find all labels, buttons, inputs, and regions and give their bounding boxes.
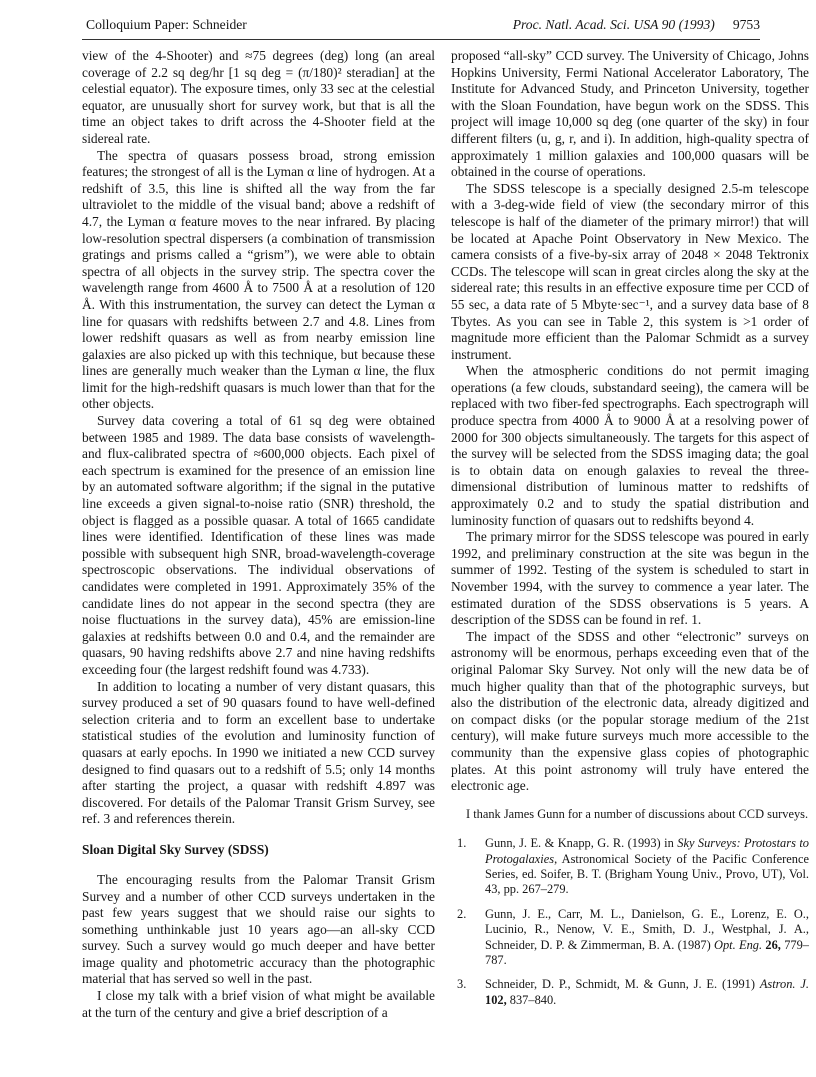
reference-journal: Astron. J.	[759, 977, 809, 992]
reference-item	[451, 907, 809, 969]
header-citation	[513, 12, 760, 38]
paragraph: Survey data covering a total of 61 sq deg were obtained between 1985 and 1989. The data base consists of wavelength- and flux-calibrated spectra of ≈600,000 objects. Each pixel of each spectrum is examined for the presence of an emission line by an automated software algorithm; if the signal in the putative line exceeds a given signal-to-noise ratio (SNR) threshold, the object is flagged as a possible quasar. A total of 1665 candidate lines were identified. Identification of these lines was made possible with subsequent high SNR, broad-wavelength-coverage spectroscopic observations. The individual observations of candidates were completed in 1991. Approximately 35% of the candidate lines do not appear in the second spectra (they are noise fluctuations in the survey data), 45% are emission-line galaxies at redshifts between 0.0 and 0.4, and the remainder are quasars, 90 having redshifts above 2.7 and nine having redshifts exceeding four (the largest redshift found was 4.733).	[82, 413, 435, 677]
reference-item	[451, 836, 809, 898]
reference-number: 2.	[457, 906, 467, 921]
reference-volume: 102,	[485, 992, 507, 1007]
left-column	[82, 48, 435, 1021]
reference-authors: Gunn, J. E. & Knapp, G. R. (1993) in	[485, 836, 678, 851]
page-number: 9753	[732, 17, 760, 32]
paragraph: view of the 4-Shooter) and ≈75 degrees (deg) long (an areal coverage of 2.2 sq deg/hr [1 sq deg = (π/180)² steradian] at the celestial equator). The exposure times, only 33 sec at the celestial equator, are unusually short for survey work, but that is all the time an object takes to drift across the 4-Shooter field at the sidereal rate.	[82, 48, 435, 146]
paragraph: I close my talk with a brief vision of what might be available at the turn of the century and give a brief description of a	[82, 988, 435, 1020]
reference-number: 3.	[457, 977, 467, 992]
paragraph: proposed “all-sky” CCD survey. The University of Chicago, Johns Hopkins University, Fermi National Accelerator Laboratory, The Institute for Advanced Study, and Princeton University, together with the Sloan Foundation, have begun work on the SDSS. This project will image 10,000 sq deg (one quarter of the sky) in four different filters (u, g, r, and i). In addition, high-quality spectra of approximately 1 million galaxies and 100,000 quasars will be obtained in the course of operations.	[451, 48, 809, 180]
acknowledgment: I thank James Gunn for a number of discussions about CCD surveys.	[466, 806, 809, 821]
running-header	[82, 12, 760, 38]
paragraph: The spectra of quasars possess broad, strong emission features; the strongest of all is the Lyman α line of hydrogen. At a redshift of 3.5, this line is shifted all the way from the far ultraviolet to the middle of the visual band; above a redshift of 4.7, the Lyman α feature moves to the near infrared. By placing low-resolution spectral dispersers (a combination of transmission gratings and prisms called a “grism”), we were able to obtain spectra of all objects in the survey strip. The spectra cover the wavelength range from 4600 Å to 7500 Å at a resolution of 120 Å. With this instrumentation, the survey can detect the Lyman α line for quasars with redshifts between 2.7 and 4.8. Lines from lower redshift quasars as well as from nearby emission line galaxies are also picked up with this technique, but because these lines are generally much weaker than the Lyman α line, the flux limit for the high-redshift quasars is much lower than that for the other objects.	[82, 147, 435, 412]
header-title: Colloquium Paper: Schneider	[86, 17, 247, 32]
reference-volume: 26,	[765, 937, 781, 952]
header-rule	[82, 39, 760, 40]
paragraph: The impact of the SDSS and other “electronic” surveys on astronomy will be enormous, perhaps exceeding even that of the original Palomar Sky Survey. Not only will the new data be of much higher quality than that of the photographic surveys, but also the distribution of the electronic data, already digitized and on compact disks (or the popular storage medium of the 21st century), will make future surveys much more accessible to the community than the expensive glass copies of photographic plates. At this point astronomy will truly have entered the electronic age.	[451, 628, 809, 794]
section-heading: Sloan Digital Sky Survey (SDSS)	[82, 841, 269, 857]
reference-item	[451, 977, 809, 1008]
reference-authors: Schneider, D. P., Schmidt, M. & Gunn, J. E. (1991)	[485, 977, 760, 992]
paragraph: When the atmospheric conditions do not permit imaging operations (a few clouds, substandard seeing), the camera will be replaced with two fiber-fed spectrographs. Each spectrograph will produce spectra from 4000 Å to 9000 Å at a resolving power of 2000 for 300 objects simultaneously. The targets for this aspect of the survey will be selected from the SDSS imaging data; the goal is to obtain data on enough galaxies to reveal the three-dimensional distribution of luminous matter to redshifts of approximately 0.2 and to study the spatial distribution and luminosity function of quasars out to redshifts beyond 4.	[451, 363, 809, 528]
paragraph: The encouraging results from the Palomar Transit Grism Survey and a number of other CCD surveys undertaken in the past few years suggest that we should raise our sights to something unthinkable just 10 years ago—an all-sky CCD survey. Such a survey would go much deeper and have better image quality and photometric accuracy than the photographic material that has served so well in the past.	[82, 871, 435, 987]
paragraph: The SDSS telescope is a specially designed 2.5-m telescope with a 3-deg-wide field of view (the secondary mirror of this telescope is half of the diameter of the primary mirror!) that will be located at Apache Point Observatory in New Mexico. The camera consists of a five-by-six array of 2048 × 2048 Tektronix CCDs. The telescope will scan in great circles along the sky at the sidereal rate; this results in an effective exposure time per CCD of 55 sec, a data rate of 5 Mbyte·sec⁻¹, and a survey data base of 8 Tbytes. As you can see in Table 2, this system is >1 order of magnitude more efficient than the Palomar Schmidt as a survey instrument.	[451, 180, 809, 362]
reference-details: , Astronomical Society of the Pacific Conference Series, ed. Soifer, B. T. (Brigham Young Univ., Provo, UT), Vol. 43, pp. 267–279.	[485, 851, 809, 897]
paragraph: The primary mirror for the SDSS telescope was poured in early 1992, and preliminary construction at the site was begun in the summer of 1992. Testing of the system is scheduled to start in November 1994, with the survey to commence a year later. The estimated duration of the SDSS observations is 5 years. A description of the SDSS can be found in ref. 1.	[451, 529, 809, 628]
reference-pages: 779–787.	[485, 937, 809, 967]
paragraph: In addition to locating a number of very distant quasars, this survey produced a set of 90 quasars found to have well-defined selection criteria and to form an excellent base to undertake statistical studies of the evolution and luminosity function of quasars at early epochs. In 1990 we initiated a new CCD survey designed to find quasars out to a redshift of 5.5; only 14 months after starting the project, a quasar with redshift 4.897 was discovered. For details of the Palomar Transit Grism Survey, see ref. 3 and references therein.	[82, 678, 435, 827]
reference-list	[451, 836, 809, 1008]
reference-pages: 837–840.	[506, 992, 557, 1007]
reference-book-title: Sky Surveys: Protostars to Protogalaxies	[485, 836, 809, 866]
journal-name: Proc. Natl. Acad. Sci. USA 90 (1993)	[512, 17, 715, 32]
right-column	[451, 48, 809, 1017]
reference-journal: Opt. Eng.	[714, 937, 763, 952]
reference-number: 1.	[457, 836, 467, 851]
reference-authors: Gunn, J. E., Carr, M. L., Danielson, G. E., Lorenz, E. O., Lucinio, R., Nenow, V. E., Smith, D. J., Westphal, J. A., Schneider, D. P. & Zimmerman, B. A. (1987)	[485, 906, 809, 952]
